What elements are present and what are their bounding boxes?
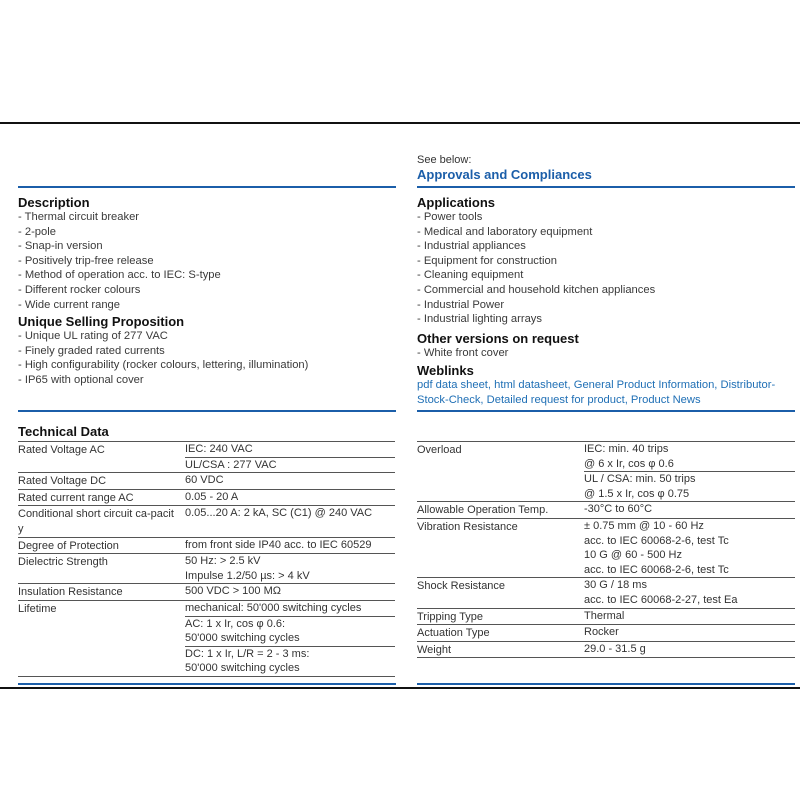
weblink-detailed-request[interactable]: Detailed request for product (486, 393, 625, 406)
list-item: - Equipment for construction (417, 254, 797, 269)
approvals-link[interactable]: Approvals and Compliances (417, 167, 592, 182)
weblink-distributor-stock-check[interactable]: Distributor-Stock-Check (417, 379, 776, 406)
list-item: - Commercial and household kitchen appliances (417, 283, 797, 298)
table-row (18, 600, 395, 676)
weblink-pdf-data-sheet[interactable]: pdf data sheet (417, 379, 488, 392)
row-value: Thermal (584, 609, 625, 622)
top-border (0, 122, 800, 124)
list-item: - Finely graded rated currents (18, 344, 398, 359)
weblink-general-product-information[interactable]: General Product Information (573, 379, 715, 392)
list-item: - Industrial Power (417, 298, 797, 313)
weblink-html-datasheet[interactable]: html datasheet (494, 379, 568, 392)
row-value: UL/CSA : 277 VAC (185, 458, 277, 471)
row-label: Weight (417, 641, 584, 658)
row-label: Degree of Protection (18, 537, 185, 554)
row-value: 29.0 - 31.5 g (584, 642, 646, 655)
row-value: IEC: 240 VAC (185, 442, 395, 458)
row-value: 50'000 switching cycles (185, 631, 395, 647)
row-value: 0.05 - 20 A (185, 490, 239, 503)
row-label: Vibration Resistance (417, 518, 584, 577)
list-item: - Positively trip-free release (18, 254, 398, 269)
list-item: - Industrial lighting arrays (417, 312, 797, 327)
row-value: 50'000 switching cycles (185, 662, 300, 675)
row-value: 30 G / 18 ms (584, 579, 647, 592)
row-value: UL / CSA: min. 50 trips (584, 473, 696, 486)
list-item: - Industrial appliances (417, 239, 797, 254)
applications-section (417, 195, 797, 408)
table-row (417, 608, 795, 625)
description-section (18, 195, 398, 388)
row-value: 500 VDC > 100 MΩ (185, 585, 281, 598)
weblinks-title: Weblinks (417, 363, 474, 379)
table-row (18, 584, 395, 601)
usp-title: Unique Selling Proposition (18, 314, 185, 330)
technical-data-title: Technical Data (18, 424, 109, 439)
list-item: - Power tools (417, 210, 797, 225)
list-item: - Snap-in version (18, 239, 398, 254)
description-list (18, 210, 398, 312)
table-row (417, 442, 795, 502)
list-item: - High configurability (rocker colours, lettering, illumination) (18, 358, 398, 373)
row-value: 60 VDC (185, 474, 224, 487)
list-item: - Unique UL rating of 277 VAC (18, 329, 398, 344)
row-label: Allowable Operation Temp. (417, 502, 584, 519)
list-item: - Medical and laboratory equipment (417, 225, 797, 240)
row-value: acc. to IEC 60068-2-27, test Ea (584, 593, 738, 606)
row-label: Lifetime (18, 600, 185, 676)
section-divider-right (417, 186, 795, 188)
table-row (417, 518, 795, 577)
row-value: acc. to IEC 60068-2-6, test Tc (584, 534, 729, 547)
list-item: - Different rocker colours (18, 283, 398, 298)
row-value: Rocker (584, 626, 619, 639)
row-label: Rated Voltage DC (18, 473, 185, 490)
table-row (18, 489, 395, 506)
table-row (18, 442, 395, 473)
row-label: Tripping Type (417, 608, 584, 625)
table-row (18, 537, 395, 554)
row-value: from front side IP40 acc. to IEC 60529 (185, 538, 372, 551)
technical-divider-left (18, 410, 396, 412)
row-value: acc. to IEC 60068-2-6, test Tc (584, 563, 729, 576)
technical-divider-right (417, 410, 795, 412)
table-row (417, 578, 795, 608)
technical-table-right (417, 441, 795, 658)
other-versions-title: Other versions on request (417, 330, 579, 346)
weblinks-list: pdf data sheet, html datasheet, General Product Information, Distributor-Stock-Check, Detailed request for product, Product News (417, 379, 776, 406)
row-value: Impulse 1.2/50 µs: > 4 kV (185, 569, 310, 582)
list-item: - White front cover (417, 346, 797, 361)
row-label: Shock Resistance (417, 578, 584, 608)
bottom-divider-right (417, 683, 795, 685)
table-row (18, 554, 395, 584)
row-value: 10 G @ 60 - 500 Hz (584, 549, 682, 562)
row-value: mechanical: 50'000 switching cycles (185, 601, 395, 617)
row-value: @ 1.5 x Ir, cos φ 0.75 (584, 487, 690, 500)
weblink-product-news[interactable]: Product News (630, 393, 701, 406)
table-row (417, 502, 795, 519)
list-item: - 2-pole (18, 225, 398, 240)
row-label: Conditional short circuit ca-pacity (18, 506, 185, 537)
list-item: - IP65 with optional cover (18, 373, 398, 388)
table-row (417, 641, 795, 658)
row-label: Insulation Resistance (18, 584, 185, 601)
row-label: Overload (417, 442, 584, 502)
see-below-text: See below: (417, 154, 472, 166)
technical-table-left (18, 441, 395, 677)
row-value: ± 0.75 mm @ 10 - 60 Hz (584, 519, 704, 532)
applications-list (417, 210, 797, 327)
list-item: - Method of operation acc. to IEC: S-type (18, 268, 398, 283)
table-row (18, 473, 395, 490)
applications-title: Applications (417, 195, 496, 210)
list-item: - Thermal circuit breaker (18, 210, 398, 225)
row-value: AC: 1 x Ir, cos φ 0.6: (185, 617, 286, 630)
row-value: 0.05...20 A: 2 kA, SC (C1) @ 240 VAC (185, 507, 373, 520)
list-item: - Cleaning equipment (417, 268, 797, 283)
list-item: - Wide current range (18, 298, 398, 313)
description-title: Description (18, 195, 90, 210)
row-value: DC: 1 x Ir, L/R = 2 - 3 ms: (185, 647, 310, 660)
row-label: Rated Voltage AC (18, 442, 185, 473)
section-divider-left (18, 186, 396, 188)
row-value: @ 6 x Ir, cos φ 0.6 (584, 457, 795, 473)
bottom-divider-left (18, 683, 396, 685)
row-value: IEC: min. 40 trips (584, 443, 669, 455)
row-label: Rated current range AC (18, 489, 185, 506)
table-row (417, 625, 795, 642)
table-row (18, 506, 395, 537)
row-label: Dielectric Strength (18, 554, 185, 584)
row-value: -30°C to 60°C (584, 503, 653, 516)
other-versions-list (417, 346, 797, 361)
row-value: 50 Hz: > 2.5 kV (185, 555, 261, 568)
usp-list (18, 329, 398, 387)
row-label: Actuation Type (417, 625, 584, 642)
bottom-border (0, 687, 800, 689)
